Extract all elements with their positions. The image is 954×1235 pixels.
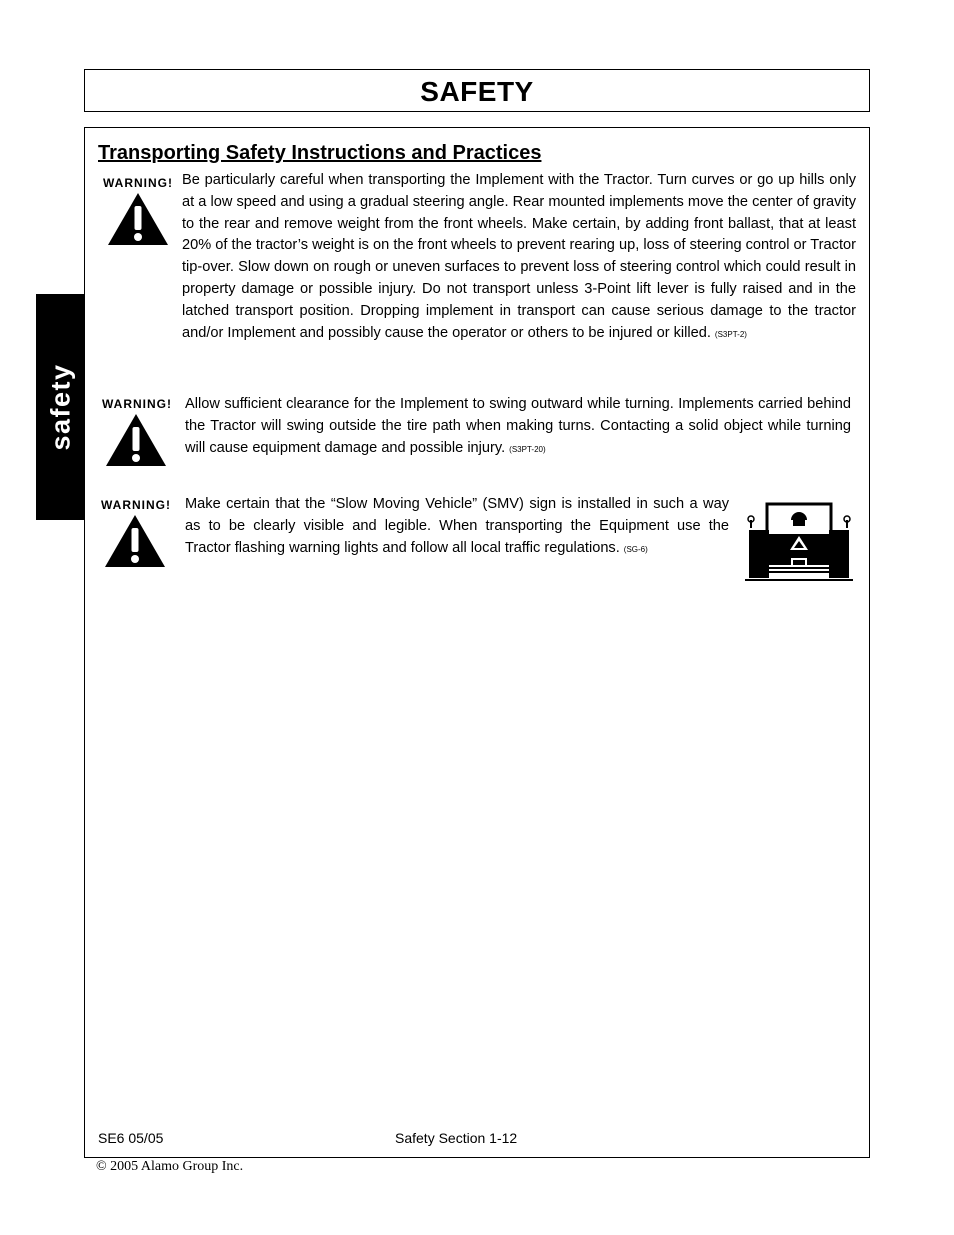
warning-label: WARNING! [102,397,172,411]
reference-code: (S3PT-20) [509,444,546,454]
tractor-rear-smv-icon [745,498,853,582]
reference-code: (S3PT-2) [714,329,747,339]
warning-text [185,394,851,460]
section-title: Transporting Safety Instructions and Practices [98,142,542,164]
page-header [84,69,870,112]
warning-label: WARNING! [103,176,173,190]
warning-triangle-icon [104,412,168,468]
copyright: © 2005 Alamo Group Inc. [96,1159,244,1174]
warning-text [185,494,729,560]
side-tab-label: safety [45,363,75,451]
warning-body: Allow sufficient clearance for the Implement to swing outward while turning. Implements carried behind the Tractor will swing outside the tire path when making turns. Contacting a solid object while turning will cause equipment damage and possible injury. [185,396,851,456]
warning-label: WARNING! [101,498,171,512]
warning-triangle-icon [103,513,167,569]
footer-left: SE6 05/05 [98,1130,164,1146]
warning-triangle-icon [106,191,170,247]
warning-body: Make certain that the “Slow Moving Vehicle” (SMV) sign is installed in such a way as to be clearly visible and legible. When transporting the Equipment use the Tractor flashing warning lights and follow all local traffic regulations. [185,496,729,556]
warning-text [182,170,856,345]
side-tab [36,294,85,520]
warning-body: Be particularly careful when transporting the Implement with the Tractor. Turn curves or go up hills only at a low speed and using a gradual steering angle. Rear mounted implements move the center of gravity to the rear and remove weight from the front wheels. Make certain, by adding front ballast, that at least 20% of the tractor’s weight is on the front wheels to prevent rearing up, loss of steering control or Tractor tip-over. Slow down on rough or uneven surfaces to prevent loss of steering control which could result in property damage or possible injury. Do not transport unless 3-Point lift lever is fully raised and in the latched transport position. Dropping implement in transport can cause serious damage to the tractor and/or Implement and possibly cause the operator or others to be injured or killed. [182,172,856,341]
reference-code: (SG-6) [623,544,648,554]
page-title: SAFETY [420,76,534,107]
footer-center: Safety Section 1-12 [395,1130,518,1146]
